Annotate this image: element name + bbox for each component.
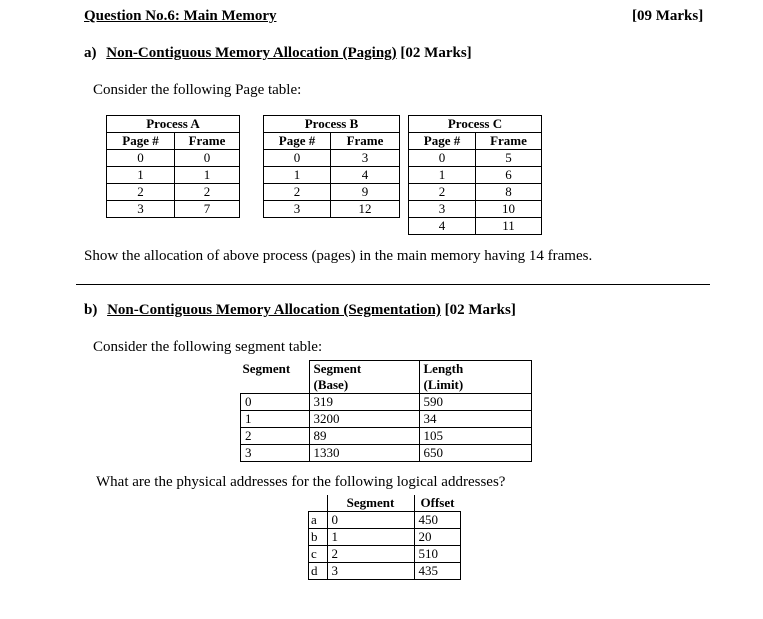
process-c-frame-header: Frame (476, 133, 542, 150)
table-cell: 0 (107, 150, 175, 167)
part-b-marks: [02 Marks] (444, 302, 516, 318)
row-letter: b (309, 529, 328, 546)
part-a-task: Show the allocation of above process (pages) in the main memory having 14 frames. (84, 248, 593, 264)
process-a-title: Process A (107, 116, 240, 133)
table-cell: 8 (476, 184, 542, 201)
table-cell: 9 (331, 184, 400, 201)
table-cell: 319 (309, 394, 419, 411)
table-cell: 590 (419, 394, 532, 411)
segment-header: Segment (241, 361, 310, 394)
part-b-heading (84, 302, 516, 319)
section-divider (76, 284, 710, 285)
table-cell: 1 (107, 167, 175, 184)
part-a-title: Non-Contiguous Memory Allocation (Paging) (106, 45, 397, 61)
process-a-page-header: Page # (107, 133, 175, 150)
addr-segment-header: Segment (327, 495, 414, 512)
length-header-line2: (Limit) (423, 377, 464, 392)
table-cell: 105 (419, 428, 532, 445)
process-a-table (106, 115, 240, 218)
length-header (419, 361, 532, 394)
process-b-table (263, 115, 400, 218)
table-cell: 89 (309, 428, 419, 445)
table-cell: 1330 (309, 445, 419, 462)
table-cell: 2 (241, 428, 310, 445)
base-header-line2: (Base) (313, 377, 349, 392)
table-cell: 2 (107, 184, 175, 201)
question-title: Question No.6: Main Memory (84, 8, 277, 24)
part-a-intro: Consider the following Page table: (93, 82, 302, 98)
table-cell: 1 (409, 167, 476, 184)
table-cell: 4 (409, 218, 476, 235)
row-letter: d (309, 563, 328, 580)
table-cell: 2 (264, 184, 331, 201)
table-cell: 20 (414, 529, 461, 546)
part-a-marks: [02 Marks] (400, 45, 472, 61)
table-cell: 11 (476, 218, 542, 235)
table-cell: 1 (327, 529, 414, 546)
process-c-page-header: Page # (409, 133, 476, 150)
table-cell: 3 (264, 201, 331, 218)
row-letter-header (309, 495, 328, 512)
base-header (309, 361, 419, 394)
table-cell: 3 (107, 201, 175, 218)
table-cell: 2 (327, 546, 414, 563)
table-cell: 2 (409, 184, 476, 201)
table-cell: 10 (476, 201, 542, 218)
length-header-line1: Length (423, 361, 464, 376)
part-b-question: What are the physical addresses for the following logical addresses? (96, 474, 506, 490)
table-cell: 435 (414, 563, 461, 580)
part-a-label: a) (84, 45, 97, 61)
table-cell: 7 (175, 201, 240, 218)
base-header-line1: Segment (313, 361, 362, 376)
table-cell: 1 (175, 167, 240, 184)
table-cell: 3 (331, 150, 400, 167)
table-cell: 510 (414, 546, 461, 563)
table-cell: 0 (175, 150, 240, 167)
table-cell: 1 (241, 411, 310, 428)
part-b-intro: Consider the following segment table: (93, 339, 323, 355)
table-cell: 450 (414, 512, 461, 529)
segment-table (240, 360, 532, 462)
table-cell: 1 (264, 167, 331, 184)
logical-address-table (308, 495, 461, 580)
table-cell: 0 (264, 150, 331, 167)
table-cell: 3 (327, 563, 414, 580)
process-c-title: Process C (409, 116, 542, 133)
table-cell: 3 (241, 445, 310, 462)
table-cell: 2 (175, 184, 240, 201)
table-cell: 650 (419, 445, 532, 462)
table-cell: 0 (241, 394, 310, 411)
table-cell: 0 (327, 512, 414, 529)
table-cell: 0 (409, 150, 476, 167)
table-cell: 5 (476, 150, 542, 167)
table-cell: 34 (419, 411, 532, 428)
row-letter: c (309, 546, 328, 563)
process-b-frame-header: Frame (331, 133, 400, 150)
process-a-frame-header: Frame (175, 133, 240, 150)
table-cell: 3200 (309, 411, 419, 428)
table-cell: 12 (331, 201, 400, 218)
table-cell: 4 (331, 167, 400, 184)
table-cell: 3 (409, 201, 476, 218)
part-a-heading (84, 45, 472, 62)
process-b-page-header: Page # (264, 133, 331, 150)
part-b-title: Non-Contiguous Memory Allocation (Segmentation) (107, 302, 441, 318)
process-b-title: Process B (264, 116, 400, 133)
question-marks: [09 Marks] (632, 8, 704, 24)
part-b-label: b) (84, 302, 98, 318)
row-letter: a (309, 512, 328, 529)
table-cell: 6 (476, 167, 542, 184)
process-c-table (408, 115, 542, 235)
addr-offset-header: Offset (414, 495, 461, 512)
